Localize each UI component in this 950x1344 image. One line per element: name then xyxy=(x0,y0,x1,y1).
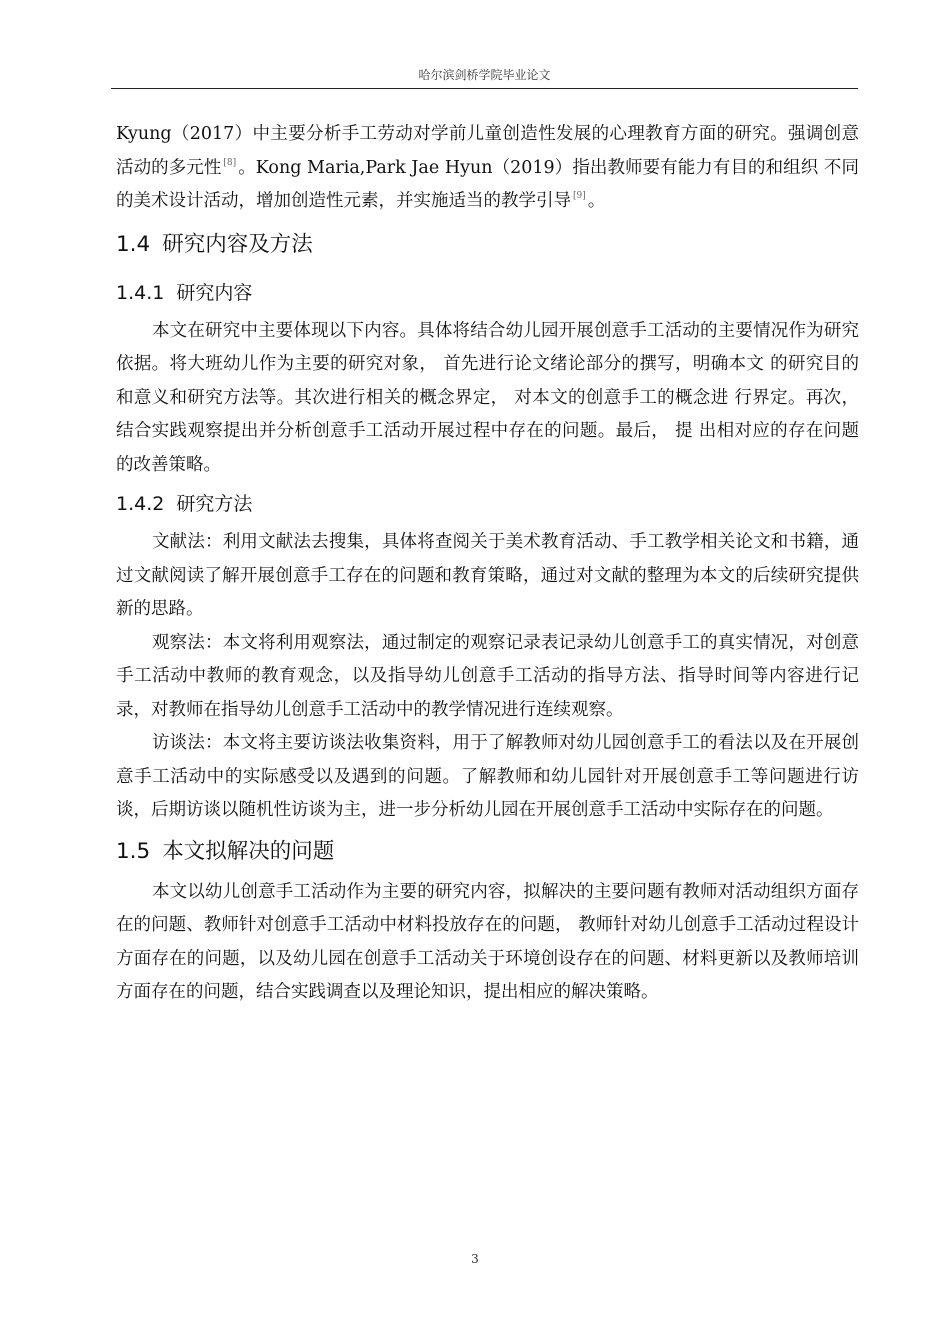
subsection-heading-1-4-2 xyxy=(116,482,859,526)
section-number: 1.4 xyxy=(116,231,151,257)
section-title: 研究内容及方法 xyxy=(162,231,313,257)
subsection-title: 研究方法 xyxy=(176,493,253,515)
literature-method-paragraph: 文献法：利用文献法去搜集，具体将查阅关于美术教育活动、手工教学相关论文和书籍，通过文献阅读了解开展创意手工存在的问题和教育策略，通过对文献的整理为本文的后续研究提供新的思路。 xyxy=(116,532,859,619)
section-title: 本文拟解决的问题 xyxy=(162,838,335,864)
intro-text-3: 。 xyxy=(587,191,606,211)
subsection-title: 研究内容 xyxy=(176,281,253,304)
intro-text-1: Kyung（2017）中主要分析手工劳动对学前儿童创造性发展的心理教育方面的研究。强调创意活动的多元性 xyxy=(116,124,859,178)
intro-text-2: 。Kong Maria,Park Jae Hyun（2019）指出教师要有能力有目的和组织 不同的美术设计活动，增加创造性元素，并实施适当的教学引导 xyxy=(116,157,859,211)
problems-paragraph: 本文以幼儿创意手工活动作为主要的研究内容，拟解决的主要问题有教师对活动组织方面存在的问题、教师针对创意手工活动中材料投放存在的问题， 教师针对幼儿创意手工活动过程设计方面存在的问题，以及幼儿园在创意手工活动关于环境创设存在的问题、材料更新以及教师培训方面存在的问题，结合实践调查以及理论知识，提出相应的解决策略。 xyxy=(116,881,859,1002)
page-header: 哈尔滨剑桥学院毕业论文 xyxy=(418,68,551,82)
page-number: 3 xyxy=(471,1252,479,1266)
observation-method-paragraph: 观察法：本文将利用观察法，通过制定的观察记录表记录幼儿创意手工的真实情况，对创意手工活动中教师的教育观念，以及指导幼儿创意手工活动的指导方法、指导时间等内容进行记录，对教师在指导幼儿创意手工活动中的教学情况进行连续观察。 xyxy=(116,632,859,720)
subsection-number: 1.4.1 xyxy=(116,281,165,304)
section-heading-1-4 xyxy=(116,221,859,269)
subsection-number: 1.4.2 xyxy=(116,493,165,515)
page-content xyxy=(116,118,859,1010)
citation-8: [8] xyxy=(223,157,237,168)
section-heading-1-5 xyxy=(116,828,859,876)
interview-method-paragraph: 访谈法：本文将主要访谈法收集资料，用于了解教师对幼儿园创意手工的看法以及在开展创意手工活动中的实际感受以及遇到的问题。了解教师和幼儿园针对开展创意手工等问题进行访谈，后期访谈以随机性访谈为主，进一步分析幼儿园在开展创意手工活动中实际存在的问题。 xyxy=(116,733,859,820)
header-rule xyxy=(111,88,858,89)
citation-9: [9] xyxy=(573,191,586,201)
section-number: 1.5 xyxy=(116,838,151,864)
subsection-heading-1-4-1 xyxy=(116,271,859,315)
intro-paragraph xyxy=(116,118,859,219)
research-content-paragraph: 本文在研究中主要体现以下内容。具体将结合幼儿园开展创意手工活动的主要情况作为研究依据。将大班幼儿作为主要的研究对象， 首先进行论文绪论部分的撰写，明确本文 的研究目的和意义和研究方法等。其次进行相关的概念界定， 对本文的创意手工的概念进 行界定。再次， 结合实践观察提出并分析创意手工活动开展过程中存在的问题。最后， 提 出相对应的存在问题的改善策略。 xyxy=(116,320,859,475)
